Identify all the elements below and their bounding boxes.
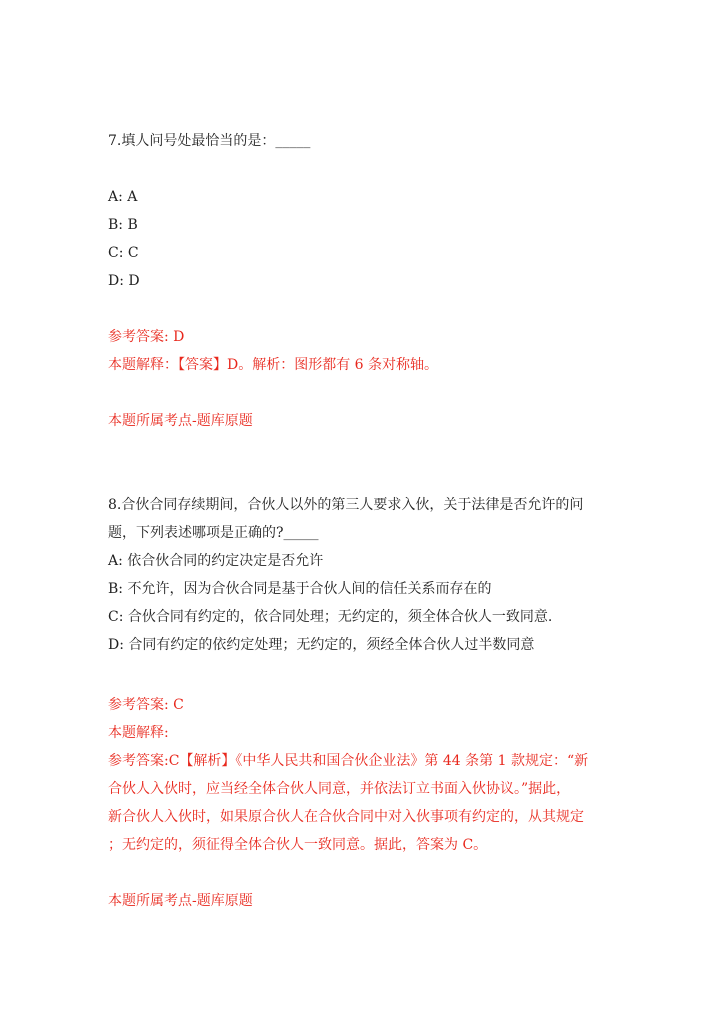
q8-explanation-line-2: 合伙人入伙时，应当经全体合伙人同意，并依法订立书面入伙协议。”据此，	[108, 781, 571, 797]
q7-option-c: C: C	[108, 245, 139, 261]
q8-explanation-line-3: 新合伙人入伙时，如果原合伙人在合伙合同中对入伙事项有约定的，从其规定	[108, 809, 584, 825]
q7-topic: 本题所属考点-题库原题	[108, 413, 253, 429]
q8-option-b: B: 不允许，因为合伙合同是基于合伙人间的信任关系而存在的	[108, 581, 492, 597]
q7-option-a: A: A	[108, 189, 138, 205]
question-8-text-line-1: 8.合伙合同存续期间，合伙人以外的第三人要求入伙，关于法律是否允许的问	[108, 497, 584, 513]
q8-option-a: A: 依合伙合同的约定决定是否允许	[108, 553, 324, 569]
q7-option-b: B: B	[108, 217, 138, 233]
q8-answer: 参考答案: C	[108, 697, 184, 713]
q8-topic: 本题所属考点-题库原题	[108, 893, 253, 909]
q7-option-d: D: D	[108, 273, 140, 289]
question-7-text: 7.填人问号处最恰当的是：_____	[108, 133, 311, 149]
q8-explanation-label: 本题解释:	[108, 725, 169, 741]
q7-answer: 参考答案: D	[108, 329, 185, 345]
q8-explanation-line-4: ；无约定的，须征得全体合伙人一致同意。据此，答案为 C。	[108, 837, 488, 853]
q8-option-d: D: 合同有约定的依约定处理；无约定的，须经全体合伙人过半数同意	[108, 637, 535, 653]
question-8-text-line-2: 题，下列表述哪项是正确的?_____	[108, 525, 319, 541]
q8-option-c: C: 合伙合同有约定的，依合同处理；无约定的，须全体合伙人一致同意.	[108, 609, 553, 625]
q7-explanation: 本题解释：【答案】D。解析：图形都有 6 条对称轴。	[108, 357, 439, 373]
q8-explanation-line-1: 参考答案:C【解析】《中华人民共和国合伙企业法》第 44 条第 1 款规定：“新	[108, 753, 589, 769]
